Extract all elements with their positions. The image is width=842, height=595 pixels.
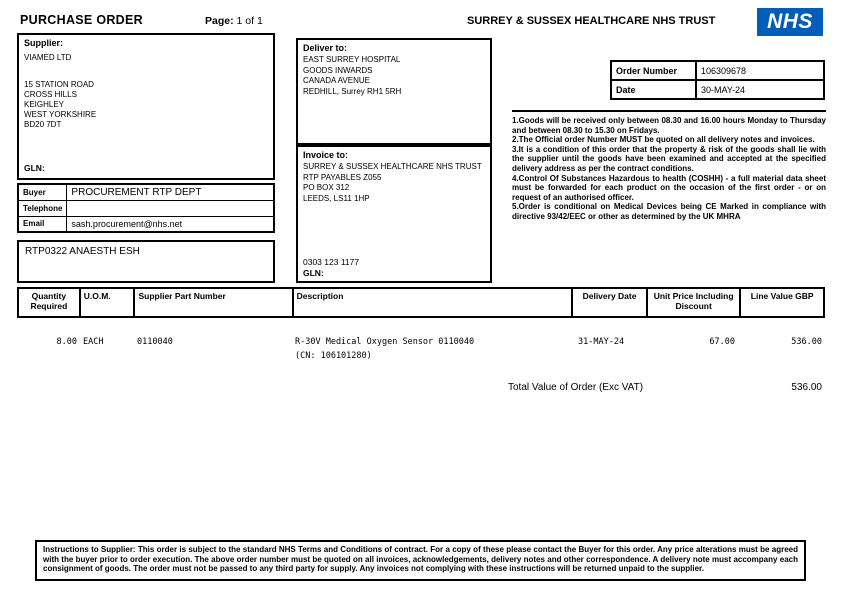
email-row	[18, 216, 274, 232]
table-row	[17, 335, 825, 363]
order-date-label: Date	[611, 80, 696, 99]
order-date-value: 30-MAY-24	[696, 80, 824, 99]
page-label: Page:	[205, 15, 234, 27]
supplier-address-line: KEIGHLEY	[24, 100, 65, 109]
email-value: sash.procurement@nhs.net	[67, 216, 274, 232]
condition-item: 3.It is a condition of this order that the property & risk of the goods shall lie with the supplier until the goods have been examined and accepted at the specified delivery address as per the contract conditions.	[512, 144, 826, 173]
total-value: 536.00	[791, 382, 822, 393]
email-label: Email	[18, 216, 67, 232]
condition-item: 4.Control Of Substances Hazardous to health (COSHH) - a full material data sheet must be forwarded for each product on the occasion of the first order - or on request of an authorised officer.	[512, 173, 826, 202]
deliver-to-box	[296, 38, 492, 145]
total-label: Total Value of Order (Exc VAT)	[508, 382, 644, 393]
supplier-instructions-box	[35, 540, 806, 581]
deliver-to-line: REDHILL, Surrey RH1 5RH	[303, 86, 402, 96]
supplier-instructions-text: Instructions to Supplier: This order is subject to the standard NHS Terms and Conditions of contract. For a copy of these please contact the Buyer for this order. Any price alterations must be agreed with the buyer prior to order execution. The above order number must be quoted on all invoices, acknowledgements, delivery notes and other correspondence. A delivery note must accompany each consignment of goods. The order must not be passed to any third party for supply. Any invoices not complying with these instructions will be returned unpaid to the supplier.	[43, 545, 798, 574]
telephone-row	[18, 200, 274, 216]
invoice-to-label: Invoice to:	[303, 150, 349, 160]
order-number-row	[611, 61, 824, 80]
order-number-label: Order Number	[611, 61, 696, 80]
deliver-to-line: CANADA AVENUE	[303, 76, 370, 85]
invoice-to-box	[296, 145, 492, 283]
buyer-label: Buyer	[18, 184, 67, 200]
order-info-table	[610, 60, 825, 100]
invoice-phone: 0303 123 1177	[303, 257, 360, 267]
invoice-to-line: PO BOX 312	[303, 183, 350, 192]
deliver-to-address	[303, 55, 485, 97]
page-title: PURCHASE ORDER	[20, 13, 143, 27]
item-part-number: 0110040	[137, 337, 173, 347]
supplier-gln-label: GLN:	[24, 163, 45, 173]
order-number-value: 106309678	[696, 61, 824, 80]
trust-name: SURREY & SUSSEX HEALTHCARE NHS TRUST	[467, 15, 716, 27]
condition-item: 2.The Official order Number MUST be quoted on all delivery notes and invoices.	[512, 135, 815, 145]
supplier-name: VIAMED LTD	[24, 53, 72, 62]
item-description-line1: R-30V Medical Oxygen Sensor 0110040	[295, 337, 475, 347]
item-line-value: 536.00	[791, 337, 822, 347]
deliver-to-line: GOODS INWARDS	[303, 65, 373, 75]
invoice-to-address	[303, 162, 485, 204]
buyer-info-table	[17, 183, 275, 233]
buyer-row	[18, 184, 274, 200]
col-header-line-value: Line Value GBP	[739, 289, 823, 316]
page-indicator	[205, 15, 263, 27]
order-conditions	[512, 110, 826, 222]
page-value: 1 of 1	[236, 15, 263, 27]
item-description	[291, 335, 572, 363]
item-uom: EACH	[83, 337, 104, 347]
col-header-uom: U.O.M.	[79, 289, 134, 316]
supplier-address-line: 15 STATION ROAD	[24, 80, 94, 89]
supplier-address	[24, 80, 268, 130]
buyer-value: PROCUREMENT RTP DEPT	[67, 184, 274, 200]
supplier-address-line: WEST YORKSHIRE	[24, 110, 97, 119]
item-description-line2: (CN: 106101280)	[295, 351, 372, 361]
reference-code-box	[17, 240, 275, 283]
deliver-to-line: EAST SURREY HOSPITAL	[303, 55, 401, 64]
supplier-address-line: CROSS HILLS	[24, 90, 77, 99]
col-header-unit-price: Unit Price Including Discount	[646, 289, 740, 316]
reference-code: RTP0322 ANAESTH ESH	[25, 246, 140, 257]
items-table-header	[17, 287, 825, 318]
col-header-description: Description	[292, 289, 572, 316]
supplier-address-line: BD20 7DT	[24, 120, 62, 129]
invoice-to-line: SURREY & SUSSEX HEALTHCARE NHS TRUST	[303, 162, 482, 171]
item-quantity: 8.00	[56, 337, 77, 347]
item-unit-price: 67.00	[709, 337, 735, 347]
supplier-label: Supplier:	[24, 38, 64, 48]
order-date-row	[611, 80, 824, 99]
col-header-delivery-date: Delivery Date	[571, 289, 646, 316]
col-header-quantity: Quantity Required	[30, 291, 68, 311]
condition-item: 1.Goods will be received only between 08.30 and 16.00 hours Monday to Thursday and between 08.30 to 15.30 on Fridays.	[512, 116, 826, 135]
col-header-part-number: Supplier Part Number	[133, 289, 291, 316]
nhs-logo	[757, 8, 823, 36]
condition-item: 5.Order is conditional on Medical Devices being CE Marked in compliance with directive 93/42/EEC or other as determined by the UK MHRA	[512, 202, 826, 221]
deliver-to-label: Deliver to:	[303, 43, 348, 53]
invoice-to-line: LEEDS, LS11 1HP	[303, 193, 370, 203]
invoice-gln-label: GLN:	[303, 268, 324, 278]
invoice-to-line: RTP PAYABLES Z055	[303, 172, 382, 182]
telephone-label: Telephone	[18, 200, 67, 216]
supplier-box	[17, 33, 275, 180]
telephone-value	[67, 200, 274, 216]
item-delivery-date: 31-MAY-24	[578, 337, 625, 347]
nhs-logo-text: NHS	[767, 10, 813, 33]
